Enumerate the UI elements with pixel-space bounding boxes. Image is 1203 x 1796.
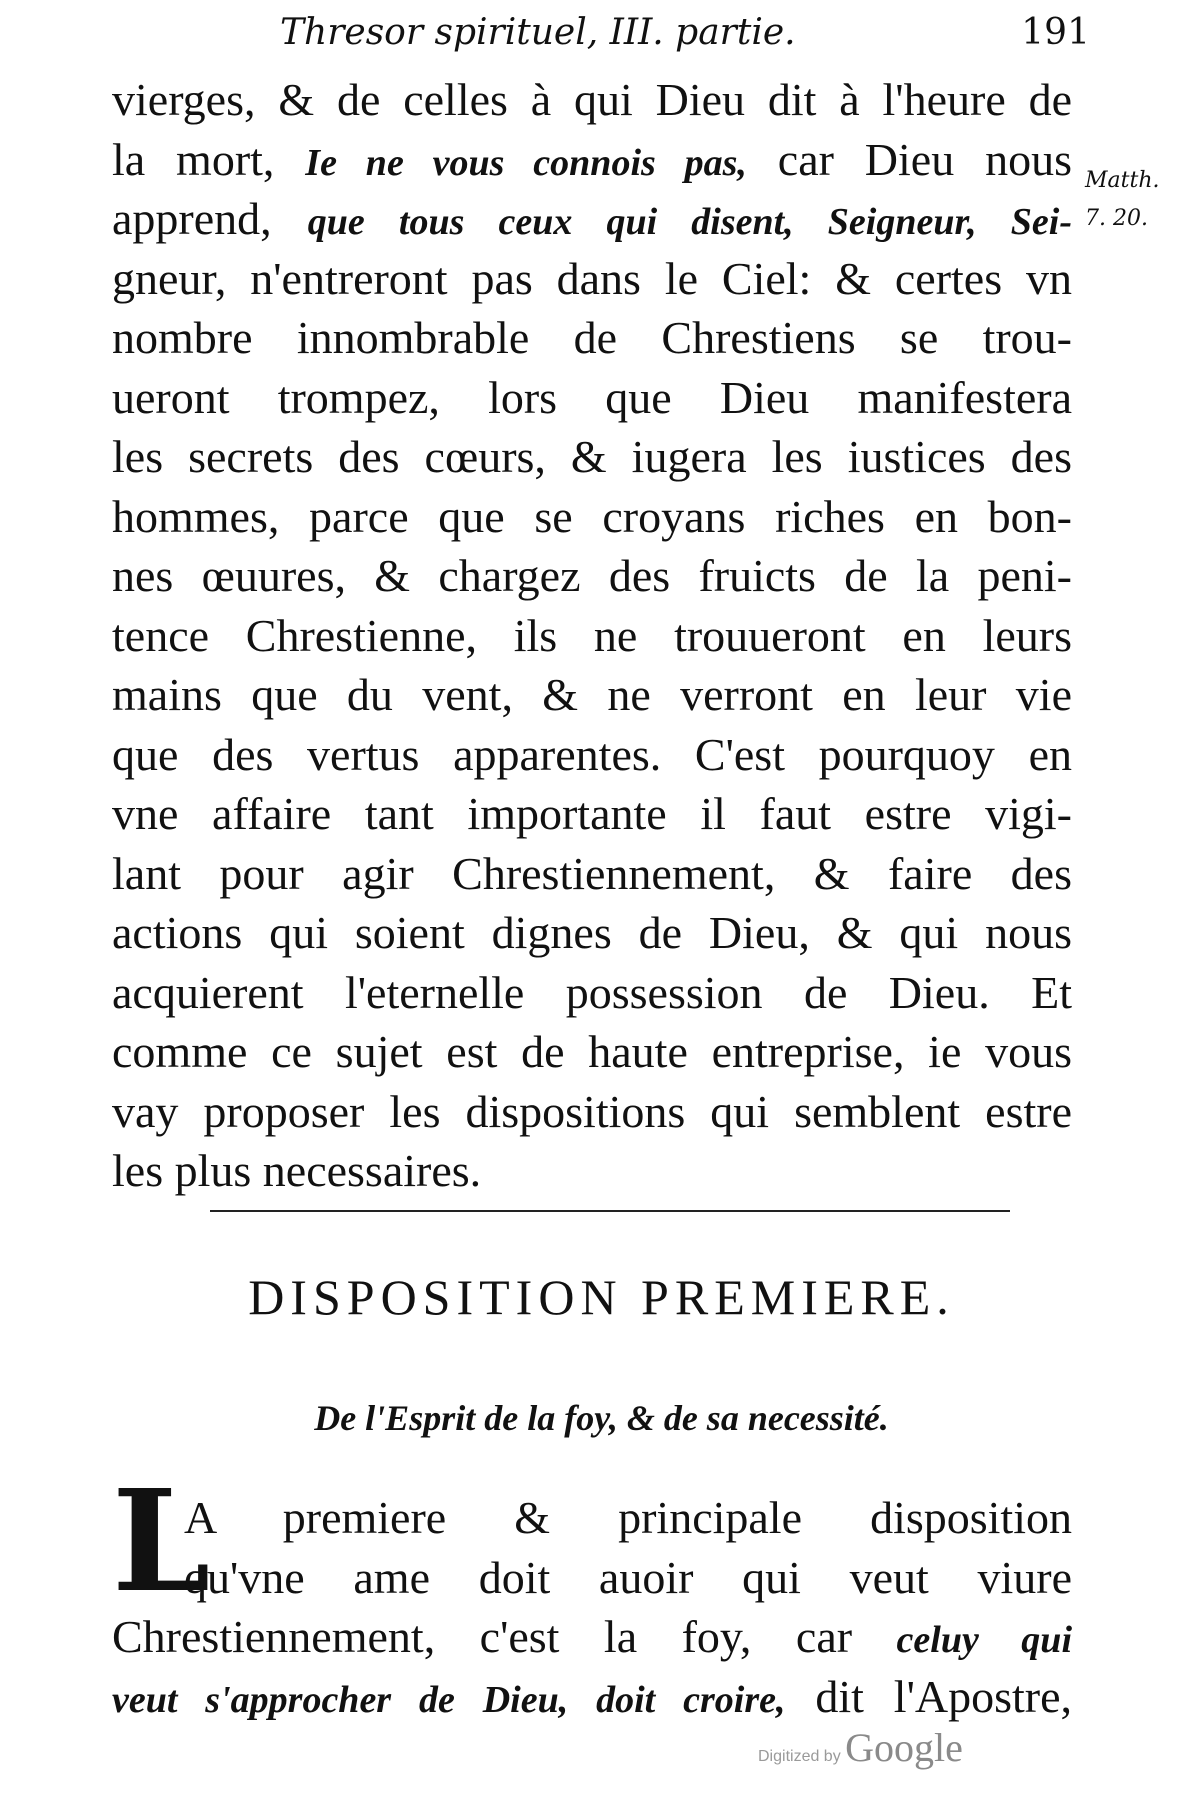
text-line: vierges, & de celles à qui Dieu dit à l'heure de: [112, 74, 1072, 125]
text-line: A premiere & principale disposition: [184, 1492, 1072, 1543]
text-line: actions qui soient dignes de Dieu, & qui nous: [112, 907, 1072, 958]
text-line: gneur, n'entreront pas dans le Ciel: & certes vn: [112, 252, 1072, 304]
section-subtitle: De l'Esprit de la foy, & de sa necessité.: [314, 1398, 889, 1438]
page-number: 191: [1021, 12, 1090, 53]
text-line: que des vertus apparentes. C'est pourquoy en: [112, 728, 1072, 780]
watermark-prefix: Digitized by: [758, 1748, 841, 1765]
body-paragraph: [112, 70, 1072, 1201]
section-heading: DISPOSITION PREMIERE.: [248, 1269, 955, 1325]
drop-cap: L: [112, 1460, 211, 1624]
text-line-start: la mort,: [112, 133, 306, 185]
italic-quote: Ie ne vous connois pas,: [305, 141, 747, 184]
text-line-end: car Dieu nous: [746, 133, 1072, 185]
digitization-watermark: [758, 1724, 963, 1771]
italic-quote: que tous ceux qui disent, Seigneur, Sei-: [307, 201, 1072, 243]
text-line: [112, 130, 1072, 190]
text-line: ueront trompez, lors que Dieu manifestera: [112, 371, 1072, 423]
text-line: vne affaire tant importante il faut estre vigi-: [112, 788, 1072, 839]
text-line: nes œuures, & chargez des fruicts de la peni-: [112, 550, 1072, 601]
running-title: Thresor spirituel, III. partie.: [280, 12, 796, 53]
text-line: nombre innombrable de Chrestiens se trou-: [112, 312, 1072, 363]
text-line: [112, 1667, 1072, 1727]
google-logo: Google: [845, 1725, 963, 1770]
text-line: vay proposer les dispositions qui semblent estre: [112, 1085, 1072, 1137]
text-line: [112, 189, 1072, 249]
text-line-start: apprend,: [112, 193, 308, 244]
section-divider: [210, 1210, 1010, 1212]
margin-citation: [1085, 162, 1195, 238]
text-line: hommes, parce que se croyans riches en bon-: [112, 490, 1072, 542]
text-line: tence Chrestienne, ils ne trouueront en leurs: [112, 609, 1072, 661]
text-line-end: dit l'Apostre,: [785, 1670, 1072, 1722]
text-line: comme ce sujet est de haute entreprise, ie vous: [112, 1026, 1072, 1077]
second-paragraph: [112, 1488, 1072, 1726]
italic-quote: celuy qui: [896, 1619, 1072, 1661]
text-line: mains que du vent, & ne verront en leur vie: [112, 669, 1072, 720]
text-line-start: Chrestiennement, c'est la foy, car: [112, 1611, 897, 1662]
margin-citation-verse: 7. 20.: [1085, 206, 1148, 231]
text-line: les secrets des cœurs, & iugera les iustices des: [112, 431, 1072, 482]
running-header: [240, 12, 1090, 62]
text-line: acquierent l'eternelle possession de Dieu. Et: [112, 966, 1072, 1018]
text-line: les plus necessaires.: [112, 1145, 482, 1196]
text-line: qu'vne ame doit auoir qui veut viure: [184, 1551, 1072, 1603]
margin-citation-book: Matth.: [1085, 168, 1160, 193]
italic-quote: veut s'approcher de Dieu, doit croire,: [112, 1678, 786, 1721]
text-line: lant pour agir Chrestiennement, & faire des: [112, 847, 1072, 899]
text-line: [112, 1607, 1072, 1667]
